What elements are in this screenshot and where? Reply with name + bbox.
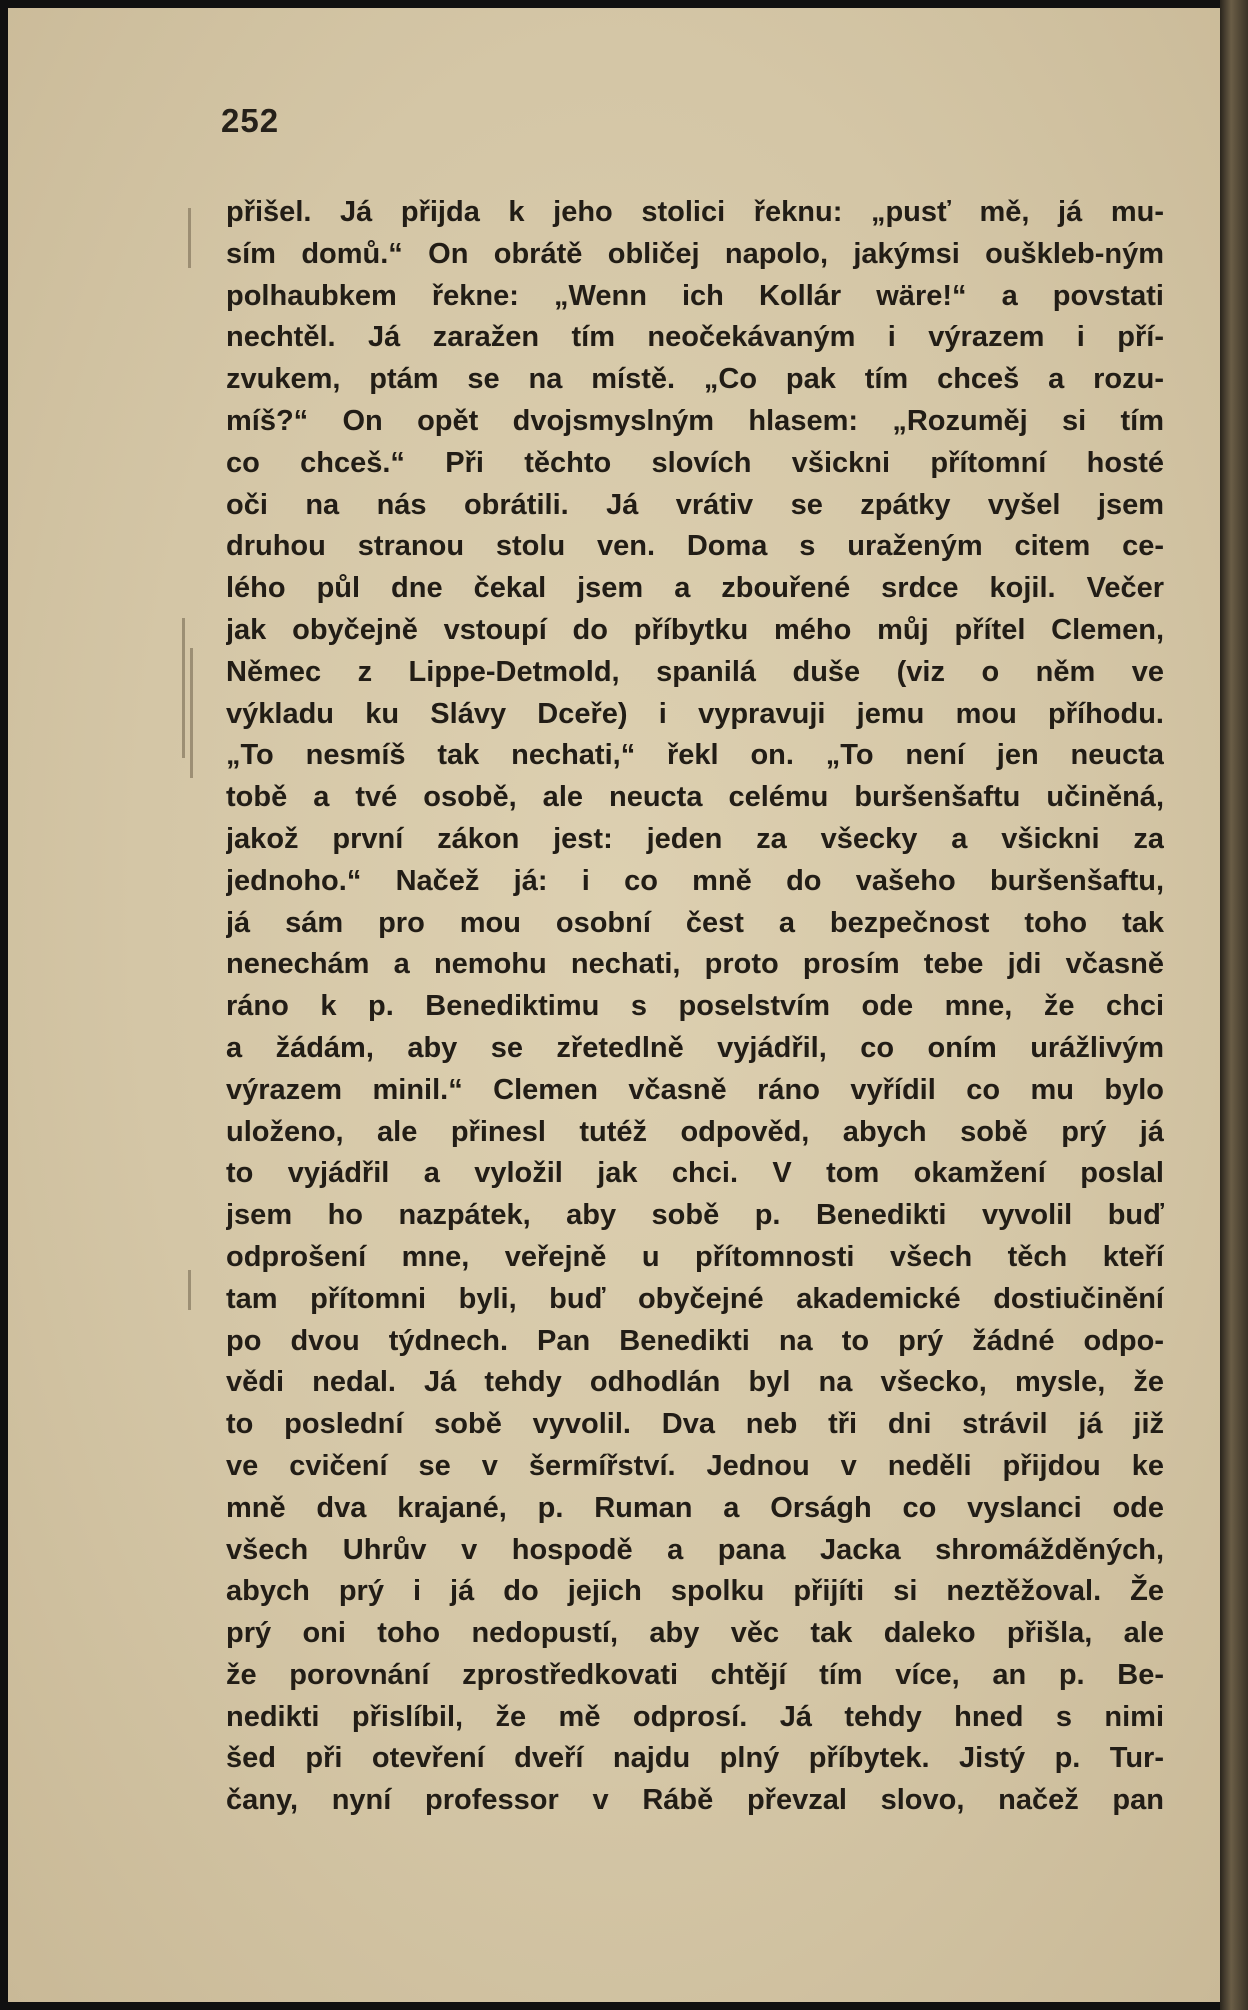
text-line: já sám pro mou osobní čest a bezpečnost toho tak xyxy=(226,906,1164,939)
text-line: jednoho.“ Načež já: i co mně do vašeho buršenšaftu, xyxy=(226,864,1164,897)
book-spine-edge xyxy=(1220,0,1248,2010)
text-line: vědi nedal. Já tehdy odhodlán byl na všecko, mysle, že xyxy=(226,1366,1164,1399)
text-line: druhou stranou stolu ven. Doma s uraženým citem ce- xyxy=(226,530,1164,563)
text-line: zvukem, ptám se na místě. „Co pak tím chceš a rozu- xyxy=(226,363,1164,396)
text-line: výkladu ku Slávy Dceře) i vypravuji jemu mou příhodu. xyxy=(226,697,1164,730)
margin-mark xyxy=(182,618,185,758)
text-line: že porovnání zprostředkovati chtějí tím více, an p. Be- xyxy=(226,1658,1164,1691)
margin-mark xyxy=(188,1270,191,1310)
text-line: nenechám a nemohu nechati, proto prosím tebe jdi včasně xyxy=(226,948,1164,981)
text-line: uloženo, ale přinesl tutéž odpověd, abych sobě prý já xyxy=(226,1115,1164,1148)
text-line: ve cvičení se v šermířství. Jednou v neděli přijdou ke xyxy=(226,1449,1164,1482)
text-line: ráno k p. Benediktimu s poselstvím ode mne, že chci xyxy=(226,990,1164,1023)
book-page xyxy=(8,8,1220,2002)
text-line: jakož první zákon jest: jeden za všecky a všickni za xyxy=(226,822,1164,855)
text-line: Němec z Lippe-Detmold, spanilá duše (viz o něm ve xyxy=(226,655,1164,688)
text-line: všech Uhrův v hospodě a pana Jacka shromážděných, xyxy=(226,1533,1164,1566)
text-line: nedikti přislíbil, že mě odprosí. Já tehdy hned s nimi xyxy=(226,1700,1164,1733)
text-line: oči na nás obrátili. Já vrátiv se zpátky vyšel jsem xyxy=(226,488,1164,521)
text-line: to vyjádřil a vyložil jak chci. V tom okamžení poslal xyxy=(226,1157,1164,1190)
margin-mark xyxy=(188,208,191,268)
text-line: mně dva krajané, p. Ruman a Orságh co vyslanci ode xyxy=(226,1491,1164,1524)
text-line: to poslední sobě vyvolil. Dva neb tři dni strávil já již xyxy=(226,1408,1164,1441)
text-line: abych prý i já do jejich spolku přijíti si neztěžoval. Že xyxy=(226,1575,1164,1608)
text-line: co chceš.“ Při těchto slovích všickni přítomní hosté xyxy=(226,446,1164,479)
text-line: nechtěl. Já zaražen tím neočekávaným i výrazem i pří- xyxy=(226,321,1164,354)
text-line: čany, nyní professor v Rábě převzal slovo, načež pan xyxy=(226,1784,1164,1817)
text-line: jsem ho nazpátek, aby sobě p. Benedikti vyvolil buď xyxy=(226,1199,1164,1232)
page-number: 252 xyxy=(221,102,280,139)
text-line: přišel. Já přijda k jeho stolici řeknu: „pusť mě, já mu- xyxy=(226,196,1164,228)
margin-mark xyxy=(190,648,193,778)
text-line: prý oni toho nedopustí, aby věc tak daleko přišla, ale xyxy=(226,1617,1164,1650)
text-line: tam přítomni byli, buď obyčejné akademické dostiučinění xyxy=(226,1282,1164,1315)
body-text xyxy=(226,192,1164,1822)
text-line: šed při otevření dveří najdu plný příbytek. Jistý p. Tur- xyxy=(226,1742,1164,1775)
text-line: odprošení mne, veřejně u přítomnosti všech těch kteří xyxy=(226,1240,1164,1273)
text-line: tobě a tvé osobě, ale neucta celému buršenšaftu učiněná, xyxy=(226,781,1164,814)
text-line: po dvou týdnech. Pan Benedikti na to prý žádné odpo- xyxy=(226,1324,1164,1357)
text-line: „To nesmíš tak nechati,“ řekl on. „To není jen neucta xyxy=(226,739,1164,772)
text-line: jak obyčejně vstoupí do příbytku mého můj přítel Clemen, xyxy=(226,613,1164,646)
text-line: míš?“ On opět dvojsmyslným hlasem: „Rozuměj si tím xyxy=(226,404,1164,437)
text-line: sím domů.“ On obrátě obličej napolo, jakýmsi ouškleb-ným xyxy=(226,237,1164,270)
text-line: a žádám, aby se zřetedlně vyjádřil, co oním urážlivým xyxy=(226,1031,1164,1064)
text-line: lého půl dne čekal jsem a zbouřené srdce kojil. Večer xyxy=(226,572,1164,605)
text-line: výrazem minil.“ Clemen včasně ráno vyřídil co mu bylo xyxy=(226,1073,1164,1106)
text-line: polhaubkem řekne: „Wenn ich Kollár wäre!“ a povstati xyxy=(226,279,1164,312)
